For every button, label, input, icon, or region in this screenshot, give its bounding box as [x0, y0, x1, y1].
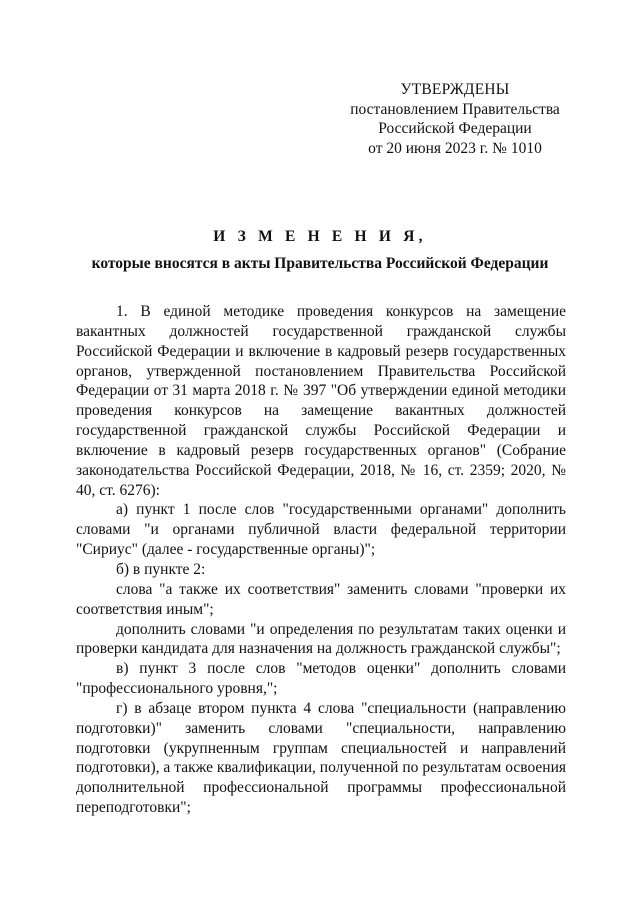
approval-date: от 20 июня 2023 г. № 1010 [368, 139, 542, 157]
paragraph: а) пункт 1 после слов "государственными органами" дополнить словами "и органами публичной власти федеральной территории "Сириус" (далее - государственные органы)"; [76, 501, 566, 559]
paragraph: б) в пункте 2: [116, 560, 206, 578]
paragraph: слова "а также их соответствия" заменить словами "проверки их соответствия иным"; [76, 580, 566, 618]
document-title: И З М Е Н Е Н И Я, [213, 228, 427, 245]
paragraph: 1. В единой методике проведения конкурсов на замещение вакантных должностей государственной гражданской службы Российской Федерации и включение в кадровый резерв государственных органов, утвержденной постановлением Правительства Российской Федерации от 31 марта 2018 г. № 397 "Об утверждении единой методики проведения конкурсов на замещение вакантных должностей государственной гражданской службы Российской Федерации и включение в кадровый резерв государственных органов" (Собрание законодательства Российской Федерации, 2018, № 16, ст. 2359; 2020, № 40, ст. 6276): [76, 303, 566, 499]
approval-block [340, 80, 570, 158]
approval-line: Российской Федерации [378, 120, 532, 137]
document-subtitle: которые вносятся в акты Правительства Российской Федерации [91, 255, 549, 272]
paragraph: г) в абзаце втором пункта 4 слова "специальности (направлению подготовки)" заменить словами "специальности, направлению подготовки (укрупненным группам специальностей и направлений подготовки), а также квалификации, полученной по результатам освоения дополнительной профессиональной программы профессиональной переподготовки"; [76, 699, 566, 817]
document-body [76, 302, 566, 818]
paragraph: дополнить словами "и определения по результатам таких оценки и проверки кандидата для назначения на должность гражданской службы"; [76, 620, 566, 658]
paragraph: в) пункт 3 после слов "методов оценки" дополнить словами "профессионального уровня,"; [76, 660, 566, 698]
approval-heading: УТВЕРЖДЕНЫ [400, 81, 510, 98]
approval-line: постановлением Правительства [350, 100, 560, 118]
